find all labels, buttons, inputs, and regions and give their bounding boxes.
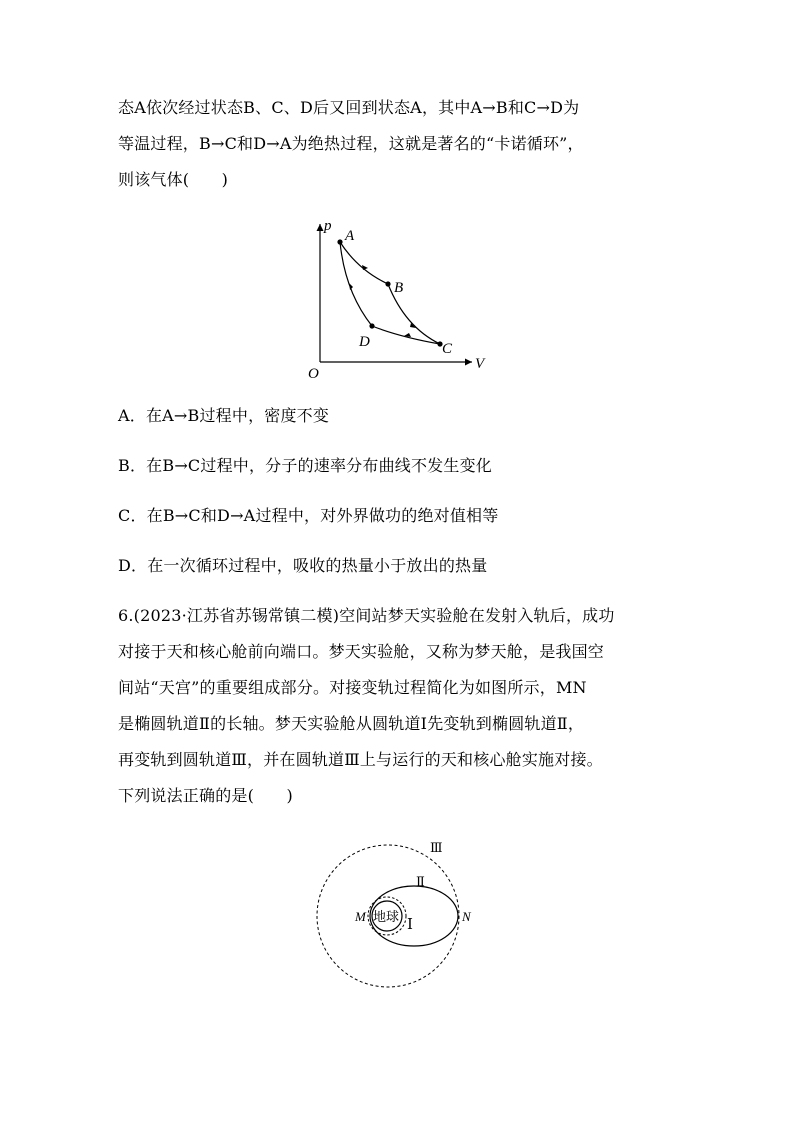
orbit-label-ii: Ⅱ xyxy=(416,874,425,889)
q6-stem-line-2: 对接于天和核心舱前向端口。梦天实验舱，又称为梦天舱，是我国空 xyxy=(118,642,605,661)
point-label-m: M xyxy=(355,909,366,924)
earth-label: 地球 xyxy=(373,909,400,924)
orbit-label-i: Ⅰ xyxy=(407,917,413,933)
point-a xyxy=(337,239,342,244)
point-label-n: N xyxy=(462,909,471,924)
q6-stem-line-3: 间站“天宫”的重要组成部分。对接变轨过程简化为如图所示，MN xyxy=(118,678,587,697)
origin-label: O xyxy=(308,366,319,382)
point-label-b: B xyxy=(394,280,404,296)
point-b xyxy=(385,281,390,286)
orbit-label-iii: Ⅲ xyxy=(430,840,443,855)
q5-option-b: B．在B→C过程中，分子的速率分布曲线不发生变化 xyxy=(118,456,492,475)
curve-d-a xyxy=(340,242,372,326)
q5-option-d: D．在一次循环过程中，吸收的热量小于放出的热量 xyxy=(118,556,488,575)
q6-stem-line-1: 6.(2023·江苏省苏锡常镇二模)空间站梦天实验舱在发射入轨后，成功 xyxy=(118,606,615,625)
point-label-a: A xyxy=(345,228,355,244)
pv-diagram xyxy=(300,212,500,382)
axis-label-p: p xyxy=(324,218,332,234)
arrow-d-a xyxy=(349,283,353,290)
q5-stem-line-2: 等温过程，B→C和D→A为绝热过程，这就是著名的“卡诺循环”， xyxy=(118,134,584,153)
point-d xyxy=(369,323,374,328)
point-label-c: C xyxy=(442,341,453,357)
point-label-d: D xyxy=(359,334,370,350)
axis-label-v: V xyxy=(475,356,485,372)
q6-stem-line-6: 下列说法正确的是( ) xyxy=(118,786,293,805)
q5-option-a: A．在A→B过程中，密度不变 xyxy=(118,406,330,425)
orbit-diagram xyxy=(310,836,480,996)
q5-option-c: C．在B→C和D→A过程中，对外界做功的绝对值相等 xyxy=(118,506,499,525)
q5-stem-line-3: 则该气体( ) xyxy=(118,170,229,189)
q6-stem-line-5: 再变轨到圆轨道Ⅲ，并在圆轨道Ⅲ上与运行的天和核心舱实施对接。 xyxy=(118,750,603,769)
q5-stem-line-1: 态A依次经过状态B、C、D后又回到状态A，其中A→B和C→D为 xyxy=(118,98,580,117)
q6-stem-line-4: 是椭圆轨道Ⅱ的长轴。梦天实验舱从圆轨道Ⅰ先变轨到椭圆轨道Ⅱ， xyxy=(118,714,585,733)
